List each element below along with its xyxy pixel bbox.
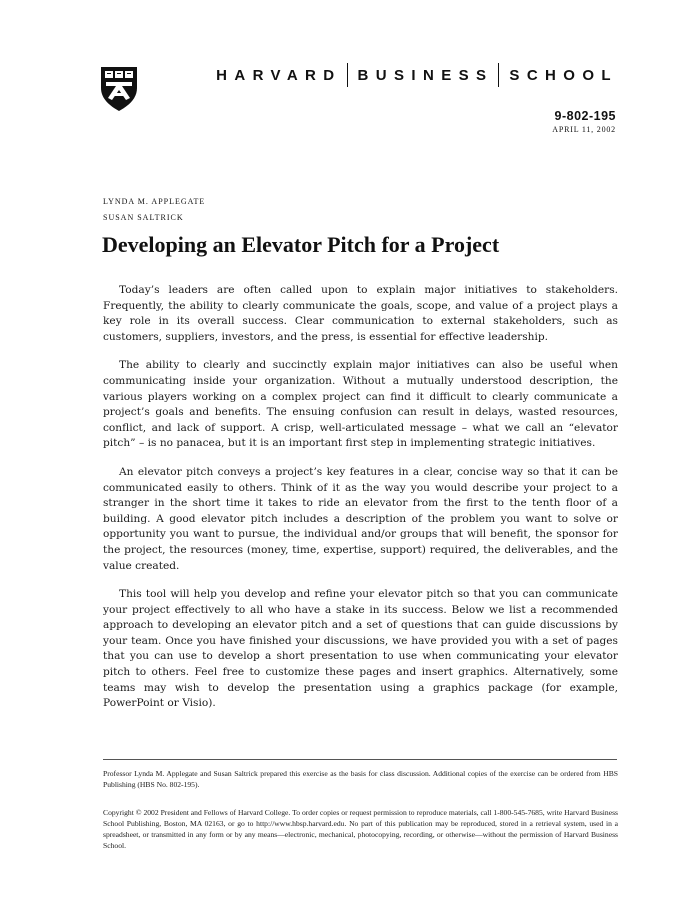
- header-divider: [498, 63, 499, 87]
- paragraph: This tool will help you develop and refine your elevator pitch so that you can communicate your project effectively to all who have a stake in its success. Below we list a recommended approach to developing an elevator pitch and a set of questions that can guide discussions by your team. Once you have finished your discussions, we have provided you with a set of pages that you can use to develop a short presentation to use when communicating your elevator pitch to others. Feel free to customize these pages and insert graphics. Alternatively, some teams may wish to develop the presentation using a graphics package (for example, PowerPoint or Visio).: [103, 588, 618, 710]
- header-divider: [347, 63, 348, 87]
- hbs-shield-icon: [100, 66, 138, 112]
- copyright-notice: Copyright © 2002 President and Fellows of Harvard College. To order copies or request permission to reproduce materials, call 1-800-545-7685, write Harvard Business School Publishing, Boston, MA 02163, or go to http://www.hbsp.harvard.edu. No part of this publication may be reproduced, stored in a retrieval system, used in a spreadsheet, or transmitted in any form or by any means—electronic, mechanical, photocopying, recording, or otherwise—without the permission of Harvard Business School.: [103, 808, 618, 850]
- school-word-harvard: HARVARD: [216, 66, 342, 84]
- school-name: [216, 63, 618, 87]
- body-text: [103, 283, 618, 725]
- document-title: Developing an Elevator Pitch for a Project: [102, 232, 500, 257]
- paragraph: Today’s leaders are often called upon to explain major initiatives to stakeholders. Frequently, the ability to clearly communicate the goals, scope, and value of a project plays a key role in its overall success. Clear communication to external stakeholders, such as customers, suppliers, investors, and the press, is essential for effective leadership.: [103, 284, 618, 343]
- school-word-business: BUSINESS: [357, 66, 494, 84]
- author-name: SUSAN SALTRICK: [103, 213, 184, 222]
- footnote-divider: [103, 759, 617, 760]
- document-number: 9-802-195: [554, 109, 616, 123]
- paragraph: The ability to clearly and succinctly explain major initiatives can also be useful when communicating inside your organization. Without a mutually understood description, the various players working on a complex project can find it difficult to clearly communicate a project’s goals and benefits. The ensuing confusion can result in delays, wasted resources, conflict, and lack of support. A crisp, well-articulated message – what we call an “elevator pitch” – is no panacea, but it is an important first step in implementing strategic initiatives.: [103, 359, 618, 450]
- author-name: LYNDA M. APPLEGATE: [103, 197, 206, 206]
- paragraph: An elevator pitch conveys a project’s key features in a clear, concise way so that it can be communicated easily to others. Think of it as the way you would describe your project to a stranger in the short time it takes to ride an elevator from the first to the tenth floor of a building. A good elevator pitch includes a description of the problem you want to solve or opportunity you want to pursue, the individual and/or groups that will benefit, the sponsor for the project, the resources (money, time, expertise, support) required, the deliverables, and the value created.: [103, 465, 618, 572]
- school-word-school: SCHOOL: [509, 66, 618, 84]
- footnote: Professor Lynda M. Applegate and Susan Saltrick prepared this exercise as the basis for class discussion. Additional copies of the exercise can be ordered from HBS Publishing (HBS No. 802-195).: [103, 769, 618, 789]
- document-date: APRIL 11, 2002: [552, 125, 616, 134]
